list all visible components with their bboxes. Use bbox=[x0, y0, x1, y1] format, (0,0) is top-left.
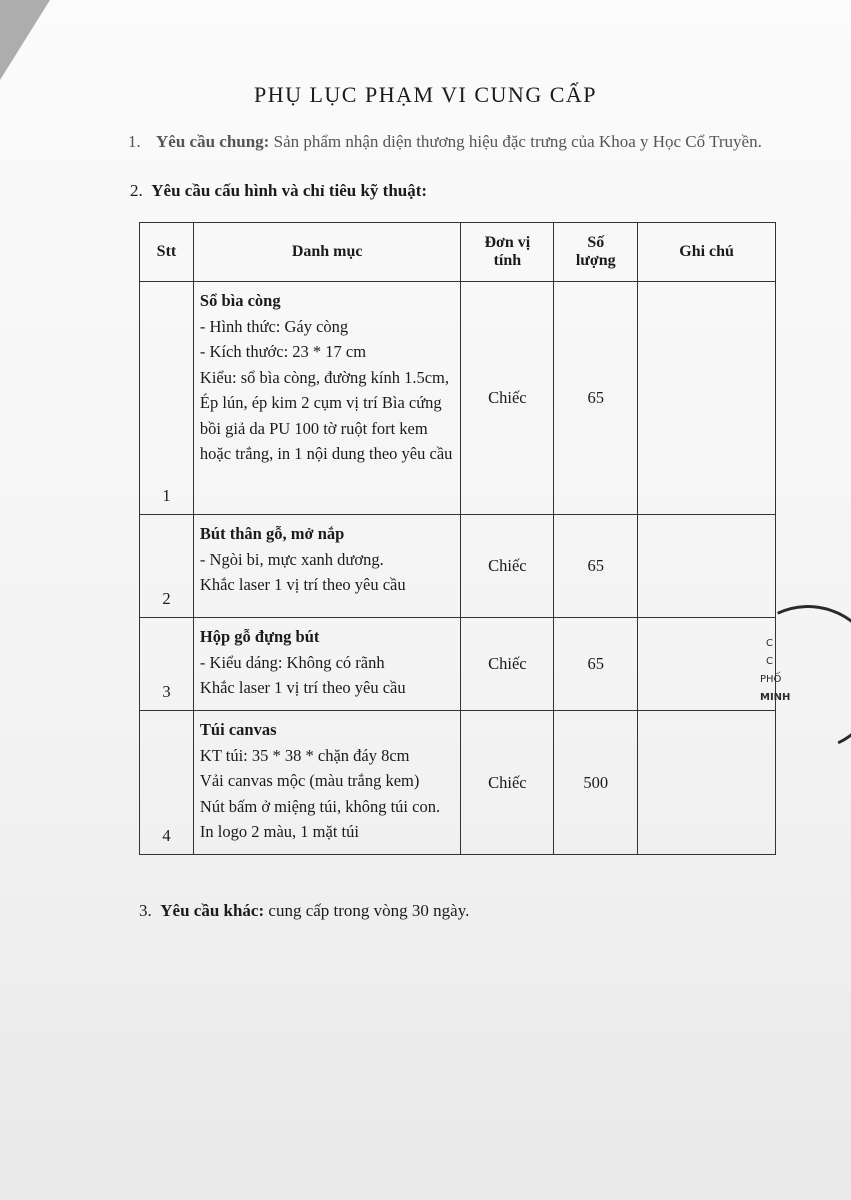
item-detail: Kiểu: sổ bìa còng, đường kính 1.5cm, Ép lún, ép kim 2 cụm vị trí Bìa cứng bồi giả da PU 100 tờ ruột fort kem hoặc trắng, in 1 nội dung theo yêu cầu bbox=[199, 367, 453, 463]
item-detail: Vải canvas mộc (màu trắng kem) bbox=[199, 771, 420, 790]
item-name: Túi canvas bbox=[199, 720, 277, 739]
item-detail: Nút bấm ở miệng túi, không túi con. In logo 2 màu, 1 mặt túi bbox=[199, 796, 441, 841]
cell-unit: Chiếc bbox=[461, 515, 554, 618]
item-name: Hộp gỗ đựng bút bbox=[199, 627, 320, 646]
col-header-unit: Đơn vị tính bbox=[461, 223, 554, 282]
col-header-note: Ghi chú bbox=[638, 223, 776, 282]
cell-note bbox=[638, 282, 776, 515]
cell-qty: 500 bbox=[554, 711, 638, 855]
cell-stt: 3 bbox=[140, 618, 194, 711]
cell-qty: 65 bbox=[554, 515, 638, 618]
req-label: Yêu cầu cấu hình và chỉ tiêu kỹ thuật: bbox=[151, 181, 428, 200]
table-row bbox=[140, 282, 776, 515]
cell-stt: 4 bbox=[140, 711, 194, 855]
req-number: 1. bbox=[128, 132, 141, 151]
stamp-seal-text: C C PHỐ MINH bbox=[760, 638, 791, 703]
table-row bbox=[140, 515, 776, 618]
cell-item bbox=[193, 711, 461, 855]
col-header-stt: Stt bbox=[140, 223, 194, 282]
item-detail: Khắc laser 1 vị trí theo yêu cầu bbox=[199, 678, 406, 697]
cell-unit: Chiếc bbox=[461, 618, 554, 711]
cell-note bbox=[638, 515, 776, 618]
item-name: Bút thân gỗ, mở nắp bbox=[199, 524, 345, 543]
item-detail: KT túi: 35 * 38 * chặn đáy 8cm bbox=[199, 745, 410, 765]
table-row bbox=[140, 711, 776, 855]
cell-unit: Chiếc bbox=[461, 711, 554, 855]
col-header-qty: Số lượng bbox=[554, 223, 638, 282]
cell-item bbox=[193, 282, 461, 515]
table-row bbox=[140, 618, 776, 711]
item-detail: - Kích thước: 23 * 17 cm bbox=[199, 342, 367, 361]
req-label: Yêu cầu chung: bbox=[156, 132, 270, 151]
item-name: Sổ bìa còng bbox=[199, 291, 281, 310]
req-text: Sản phẩm nhận diện thương hiệu đặc trưng của Khoa y Học Cổ Truyền. bbox=[273, 132, 762, 151]
page-title: PHỤ LỤC PHẠM VI CUNG CẤP bbox=[253, 82, 598, 107]
requirement-technical bbox=[130, 181, 427, 201]
req-label: Yêu cầu khác: bbox=[160, 901, 265, 920]
cell-qty: 65 bbox=[554, 618, 638, 711]
col-header-item: Danh mục bbox=[193, 223, 461, 282]
req-number: 3. bbox=[139, 901, 152, 920]
table-header-row bbox=[140, 223, 776, 282]
requirement-other bbox=[139, 901, 469, 921]
cell-stt: 1 bbox=[140, 282, 194, 515]
spec-table bbox=[139, 222, 776, 855]
req-text: cung cấp trong vòng 30 ngày. bbox=[268, 901, 470, 920]
item-detail: - Kiểu dáng: Không có rãnh bbox=[199, 652, 385, 672]
cell-qty: 65 bbox=[554, 282, 638, 515]
item-detail: Khắc laser 1 vị trí theo yêu cầu bbox=[199, 575, 406, 594]
cell-unit: Chiếc bbox=[461, 282, 554, 515]
cell-item bbox=[193, 515, 461, 618]
requirement-general bbox=[128, 130, 798, 154]
cell-stt: 2 bbox=[140, 515, 194, 618]
cell-note bbox=[638, 711, 776, 855]
req-number: 2. bbox=[130, 181, 143, 200]
item-detail: - Hình thức: Gáy còng bbox=[199, 316, 349, 336]
cell-item bbox=[193, 618, 461, 711]
page-corner-shadow bbox=[0, 0, 50, 80]
item-detail: - Ngòi bi, mực xanh dương. bbox=[199, 549, 384, 569]
